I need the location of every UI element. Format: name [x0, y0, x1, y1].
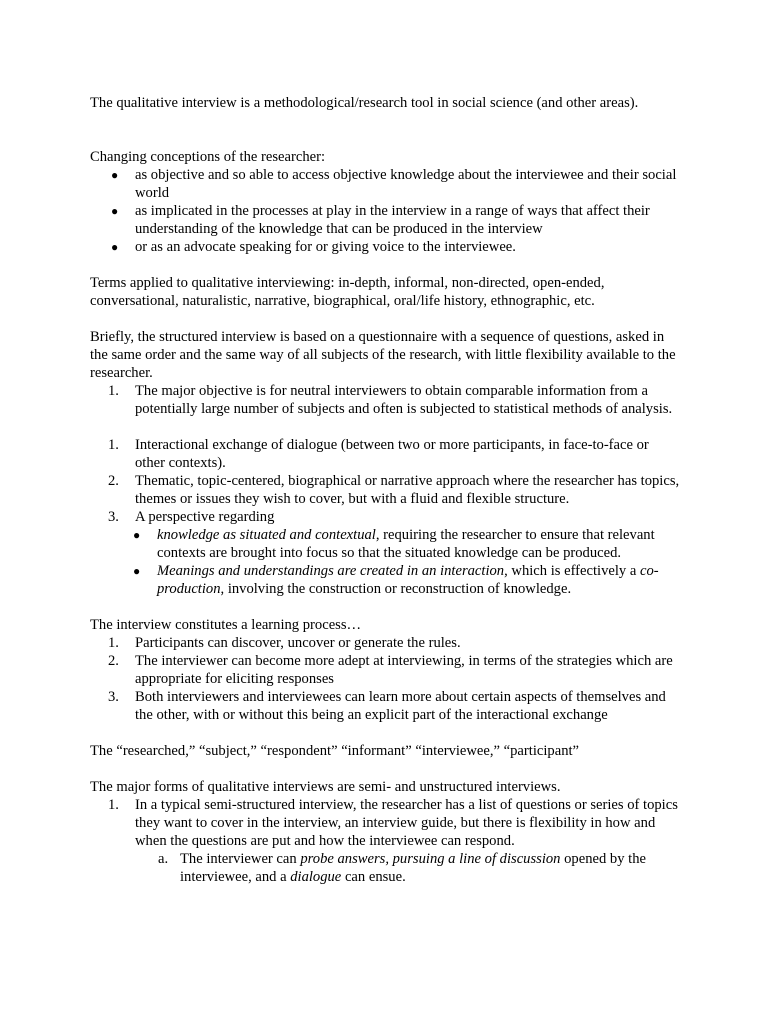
forms-heading: The major forms of qualitative interviews are semi- and unstructured interviews.: [90, 779, 561, 795]
researcher-heading: Changing conceptions of the researcher:: [90, 149, 326, 165]
learning-heading: The interview constitutes a learning process…: [90, 617, 362, 633]
list-item: ● as objective and so able to access objective knowledge about the interviewee and their social world: [111, 167, 677, 201]
list-item: 1. Participants can discover, uncover or generate the rules.: [108, 635, 461, 651]
list-item: 2. The interviewer can become more adept at interviewing, in terms of the strategies which are appropriate for eliciting responses: [108, 653, 673, 687]
list-item: ● knowledge as situated and contextual, requiring the researcher to ensure that relevant contexts are brought into focus so that the situated knowledge can be produced.: [133, 527, 655, 561]
list-item: ● or as an advocate speaking for or giving voice to the interviewee.: [111, 239, 516, 255]
features-list: [90, 436, 680, 526]
bullet-icon: ●: [111, 240, 119, 254]
structured-interview-paragraph: Briefly, the structured interview is based on a questionnaire with a sequence of questions, asked in the same order and the same way of all subjects of the research, with little flexibility available to the researcher.: [90, 329, 676, 381]
bullet-icon: ●: [111, 204, 119, 218]
document-page: [90, 94, 680, 886]
perspective-sub-list: [90, 526, 680, 598]
bullet-icon: ●: [133, 528, 141, 542]
list-item: a. The interviewer can probe answers, pursuing a line of discussion opened by the interviewee, and a dialogue can ensue.: [158, 851, 646, 885]
forms-sub-list: [90, 850, 680, 886]
list-item: 3. Both interviewers and interviewees can learn more about certain aspects of themselves and the other, with or without this being an explicit part of the interactional exchange: [108, 689, 666, 723]
list-item: 1. Interactional exchange of dialogue (between two or more participants, in face-to-face or other contexts).: [108, 437, 649, 471]
learning-list: [90, 634, 680, 724]
list-item: 2. Thematic, topic-centered, biographical or narrative approach where the researcher has topics, themes or issues they wish to cover, but with a fluid and flexible structure.: [108, 473, 680, 507]
list-item: 3. A perspective regarding: [108, 509, 275, 525]
terms-paragraph: Terms applied to qualitative interviewing: in-depth, informal, non-directed, open-ended, conversational, naturalistic, narrative, biographical, oral/life history, ethnographic, etc.: [90, 275, 605, 309]
researched-terms-paragraph: The “researched,” “subject,” “respondent” “informant” “interviewee,” “participant”: [90, 743, 580, 759]
bullet-icon: ●: [111, 168, 119, 182]
forms-list: [90, 796, 680, 850]
structured-list: [90, 382, 680, 418]
list-item: ● Meanings and understandings are created in an interaction, which is effectively a co-production, involving the construction or reconstruction of knowledge.: [133, 563, 659, 597]
list-item: 1. The major objective is for neutral interviewers to obtain comparable information from a potentially large number of subjects and often is subjected to statistical methods of analysis.: [108, 383, 673, 417]
researcher-bullet-list: [90, 166, 680, 256]
list-item: 1. In a typical semi-structured interview, the researcher has a list of questions or series of topics they want to cover in the interview, an interview guide, but there is flexibility in how and when the questions are put and how the interviewee can respond.: [108, 797, 678, 849]
intro-paragraph: The qualitative interview is a methodological/research tool in social science (and other areas).: [90, 95, 639, 111]
bullet-icon: ●: [133, 564, 141, 578]
list-item: ● as implicated in the processes at play in the interview in a range of ways that affect their understanding of the knowledge that can be produced in the interview: [111, 203, 650, 237]
